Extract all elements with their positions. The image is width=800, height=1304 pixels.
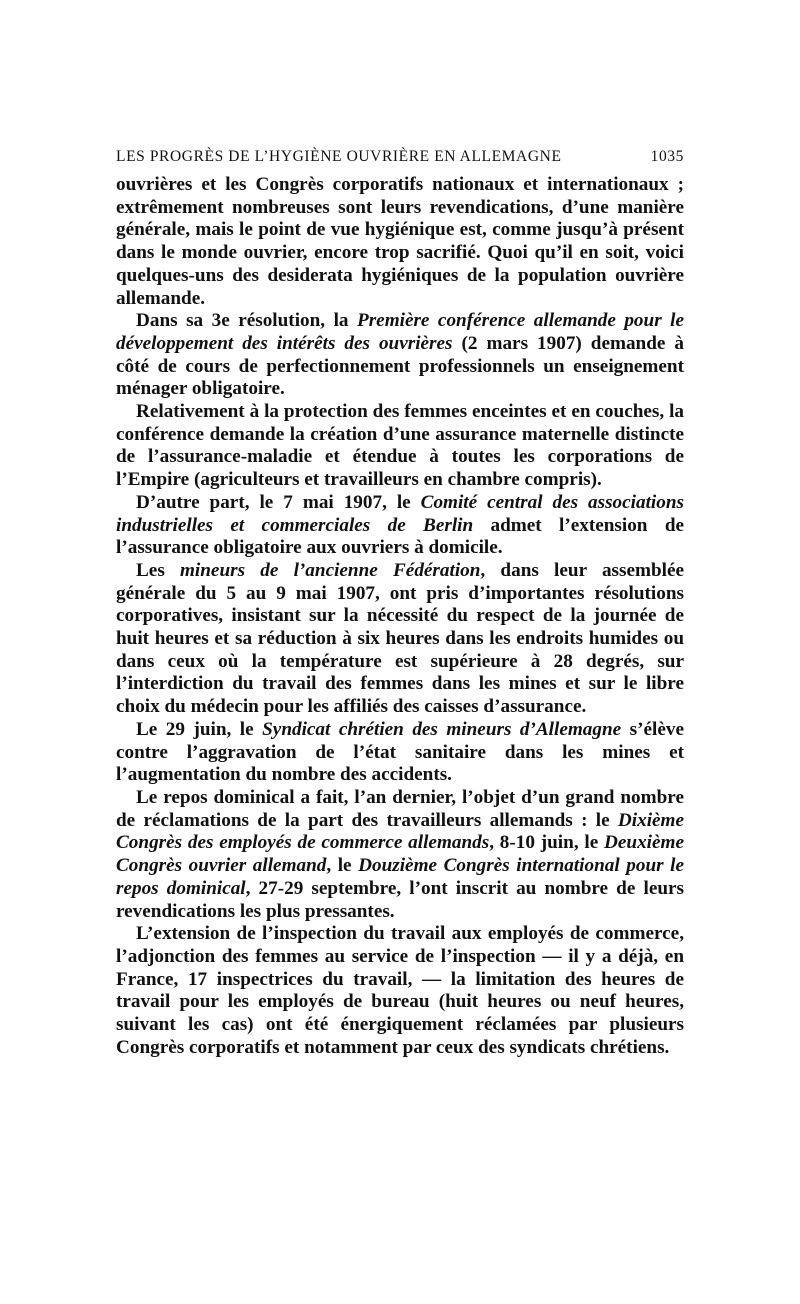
paragraph	[116, 310, 684, 401]
organization-name: Syndicat chrétien des mineurs d’Allemagne	[262, 718, 622, 740]
text-run: (2 mars 1907) demande à côté de cours de perfectionnement professionnels un enseignement ménager obligatoire.	[116, 332, 684, 400]
page-number: 1035	[650, 148, 684, 165]
text-run: , 8-10 juin, le	[489, 832, 605, 854]
organization-name: Comité central des associations industrielles et commerciales de Berlin	[116, 491, 684, 536]
text-run: Relativement à la protection des femmes enceintes et en couches, la conférence demande la création d’une assurance maternelle distincte de l’assurance-maladie et étendue à toutes les corporations de l’Empire (agriculteurs et travailleurs en chambre compris).	[116, 401, 684, 491]
text-run: Le 29 juin, le	[136, 718, 263, 740]
text-run: Les	[136, 559, 180, 581]
text-run: D’autre part, le 7 mai 1907, le	[136, 491, 421, 513]
text-run: Le repos dominical a fait, l’an dernier, l’objet d’un grand nombre de réclamations de la part des travailleurs allemands : le	[116, 786, 684, 831]
text-run: s’élève contre l’aggravation de l’état sanitaire dans les mines et l’augmentation du nombre des accidents.	[116, 718, 684, 786]
text-run: L’extension de l’inspection du travail aux employés de commerce, l’adjonction des femmes au service de l’inspection — il y a déjà, en France, 17 inspectrices du travail, — la limitation des heures de travail pour les employés de bureau (huit heures ou neuf heures, suivant les cas) ont été énergiquement réclamées par plusieurs Congrès corporatifs et notamment par ceux des syndicats chrétiens.	[116, 923, 684, 1058]
body-text	[116, 174, 684, 1059]
organization-name: Douzième Congrès international pour le repos dominical	[116, 855, 684, 899]
text-run: , 27-29 septembre, l’ont inscrit au nombre de leurs revendications les plus pressantes.	[116, 877, 684, 922]
book-page	[116, 148, 684, 1059]
paragraph	[116, 560, 684, 719]
text-run: admet l’extension de l’assurance obligatoire aux ouvriers à domicile.	[116, 514, 685, 559]
paragraph	[116, 401, 684, 492]
paragraph	[116, 492, 684, 560]
running-head-title: LES PROGRÈS DE L’HYGIÈNE OUVRIÈRE EN ALLEMAGNE	[116, 148, 562, 165]
text-run: Dans sa 3e résolution, la	[136, 310, 357, 332]
organization-name: Première conférence allemande pour le développement des intérêts des ouvrières	[116, 310, 684, 354]
text-run: , dans leur assemblée générale du 5 au 9 mai 1907, ont pris d’importantes résolutions corporatives, insistant sur la nécessité du respect de la journée de huit heures et sa réduction à six heures dans les endroits humides ou dans ceux où la température est supérieure à 28 degrés, sur l’interdiction du travail des femmes dans les mines et sur le libre choix du médecin pour les affiliés des caisses d’assurance.	[116, 559, 685, 718]
paragraph	[116, 787, 684, 923]
organization-name: mineurs de l’ancienne Fédération	[180, 559, 481, 581]
running-head	[116, 148, 684, 166]
text-run: , le	[326, 855, 359, 877]
organization-name: Deuxième Congrès ouvrier allemand	[116, 832, 684, 877]
paragraph	[116, 174, 684, 310]
paragraph	[116, 923, 684, 1059]
organization-name: Dixième Congrès des employés de commerce allemands	[116, 809, 684, 854]
text-run: ouvrières et les Congrès corporatifs nationaux et internationaux ; extrêmement nombreuses sont leurs revendications, d’une manière générale, mais le point de vue hygiénique est, comme jusqu’à présent dans le monde ouvrier, encore trop sacrifié. Quoi qu’il en soit, voici quelques-uns des desiderata hygiéniques de la population ouvrière allemande.	[116, 174, 684, 309]
paragraph	[116, 719, 684, 787]
